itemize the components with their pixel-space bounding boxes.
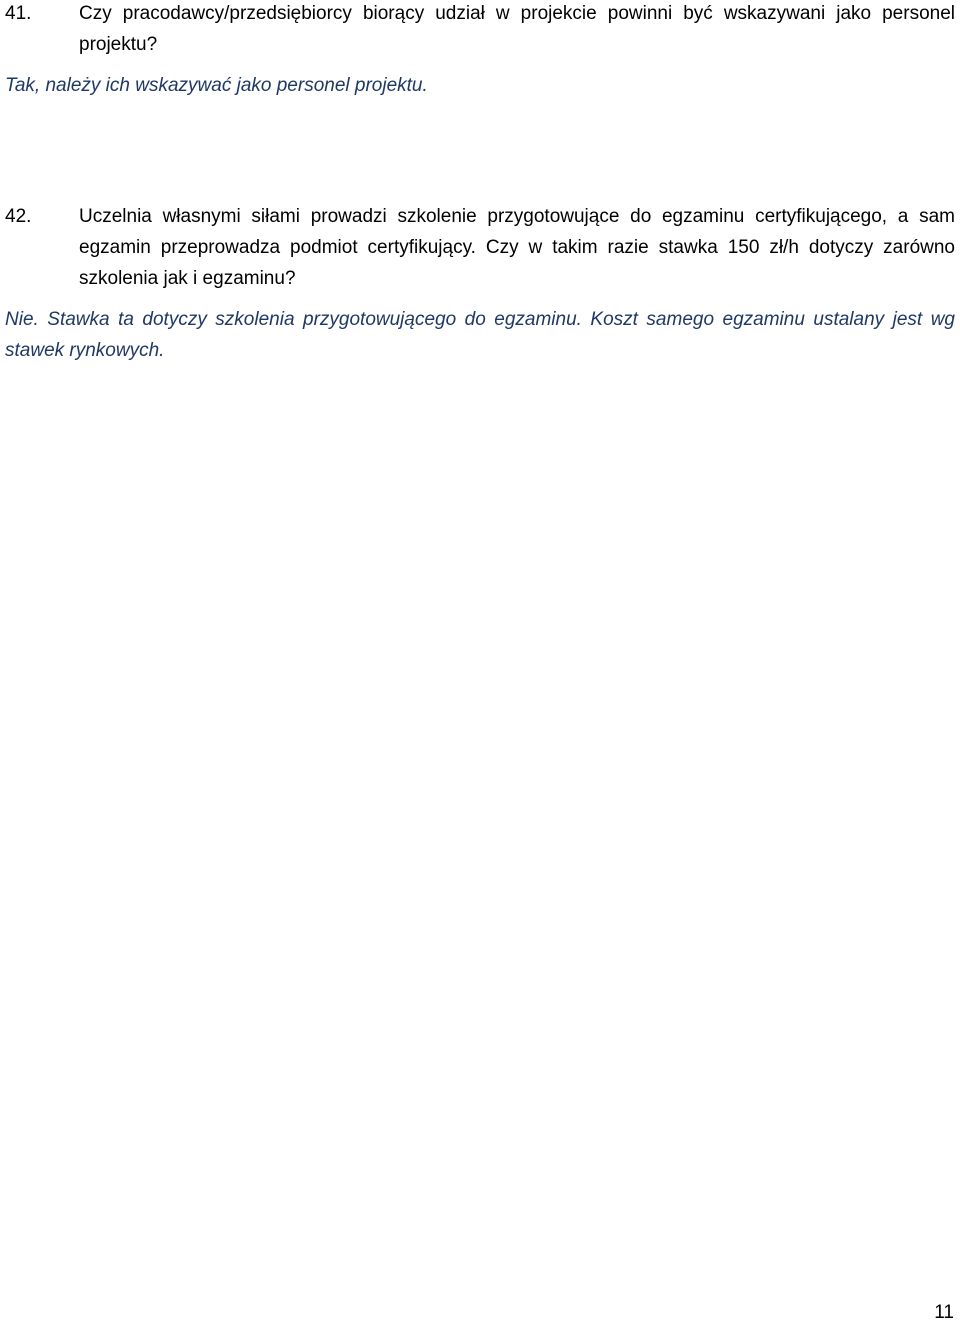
question-41 — [5, 0, 955, 60]
answer-41: Tak, należy ich wskazywać jako personel projektu. — [5, 75, 428, 96]
page-number: 11 — [934, 1302, 954, 1323]
question-text: Uczelnia własnymi siłami prowadzi szkolenie przygotowujące do egzaminu certyfikującego, a sam egzamin przeprowadza podmiot certyfikujący. Czy w takim razie stawka 150 zł/h dotyczy zarówno szkolenia jak i egzaminu? — [79, 206, 955, 289]
qa-item-41 — [5, 0, 955, 101]
question-number: 42. — [5, 206, 32, 227]
question-number: 41. — [5, 3, 32, 24]
question-42 — [5, 201, 955, 294]
qa-item-42 — [5, 201, 955, 366]
question-text: Czy pracodawcy/przedsiębiorcy biorący udział w projekcie powinni być wskazywani jako personel projektu? — [79, 3, 955, 55]
answer-42: Nie. Stawka ta dotyczy szkolenia przygotowującego do egzaminu. Koszt samego egzaminu ustalany jest wg stawek rynkowych. — [5, 309, 955, 361]
